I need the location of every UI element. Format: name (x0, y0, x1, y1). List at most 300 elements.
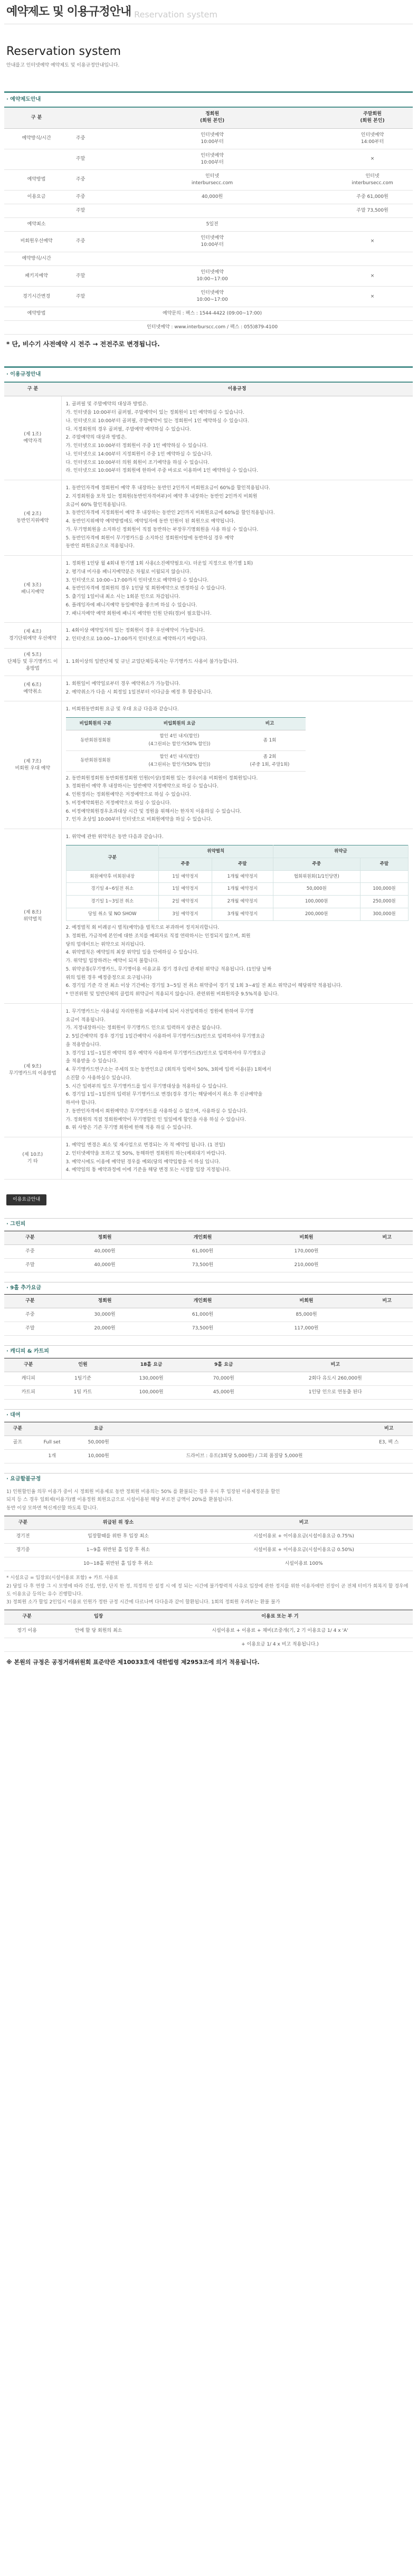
table-cell (50, 1638, 147, 1651)
table-cell: 10~18홀 위반된 홀 입장 후 취소 (42, 1557, 195, 1571)
table-row (4, 128, 413, 149)
table-cell (92, 204, 332, 217)
table-row (66, 870, 409, 883)
table-cell: 300,000원 (360, 908, 408, 921)
note-line: 1) 인원할인율 의무 이용가 중이 시 정회원 비용제로 동반 정회원 비용의는 50% 를 환불되는 경우 우시 후 입장된 이용제정분을 할인 (6, 1489, 280, 1495)
page-title: 예약제도 및 이용규정안내 (6, 5, 131, 19)
table-cell: 주말 (69, 287, 92, 307)
table-row (4, 307, 413, 321)
table-cell: 드라이브 : 유트(3회당 5,000원) / 그외 품질당 5,000원 (124, 1449, 365, 1463)
rule-line: 2. 평기내 미사용 패니지예약분은 차월로 이월되지 않습니다. (65, 569, 191, 575)
hero-desc: 안내를고 인터넷예약 예약제도 및 이용규정안내입니다. (6, 62, 120, 68)
guide-row-content (61, 701, 413, 829)
table-cell (4, 1557, 42, 1571)
table-row (4, 1372, 413, 1385)
green-fee-table (4, 1231, 413, 1272)
note-line: 동반 이상 모하면 혁신계산할 하도록 합니다. (6, 1505, 98, 1511)
table-cell (332, 321, 413, 335)
rule-line: 1. 비회원동반회원 요금 및 우대 요금 다음과 같습니다. (65, 707, 179, 712)
refund-policy-title: · 요금할불규정 (4, 1473, 413, 1486)
table-cell: 할인 4인 내지(할인) (4그린피는 할인가(50% 할인)) (125, 750, 234, 771)
rule-line: 1. 회원일이 예약일로부터 경우 예약취소가 가능합니다. (65, 681, 181, 687)
table-row (4, 149, 413, 169)
table-cell: 경기시간변경 (4, 287, 69, 307)
table-row (4, 1436, 413, 1449)
table-cell: 1개 (31, 1449, 73, 1463)
table-cell (4, 204, 69, 217)
rule-line: 1. 정회원 1인당 월 4회내 한기별 1회 사용(소진예약필요시). 더운일 지정으로 한기별 1회) (65, 561, 253, 567)
table-header: 개인회원 (154, 1231, 251, 1244)
rule-line: 2. 동반회원정회원 동반회원정회원 인원(이상)정회원 있는 경우(이용 비회원이 정회원입니다. (65, 775, 258, 781)
guide-row-key: (제 5조) 단체등 및 무기명카드 이용방법 (4, 648, 61, 676)
table-row (4, 1530, 413, 1544)
table-header: 구분 (4, 1422, 31, 1436)
rule-line: 가. 인터넷으로 10:00부터 정회원이 주중 1인 예약하실 수 있습니다. (65, 443, 208, 449)
table-cell (332, 307, 413, 321)
guide-row-content (61, 829, 413, 1004)
rule-line: 6. 경기일 기준 각 전 최소 이상 기간에는 경기일 3~5일 전 취소 위약중이 경기 및 1회 3~4일 전 최소 위약금이 해당위약 적용됩니다. (65, 983, 343, 989)
table-cell: 1팀 카트 (53, 1386, 113, 1400)
table-header: 비고 (365, 1422, 413, 1436)
table-cell: 200,000원 (273, 908, 360, 921)
table-cell: 50,000원 (73, 1436, 124, 1449)
table-row (4, 1295, 413, 1308)
table-row (66, 845, 409, 858)
penalty-table (66, 845, 409, 921)
table-cell: 주말 (69, 266, 92, 287)
table-cell: 2일 예약정지 (158, 896, 212, 908)
guide-row (4, 676, 413, 701)
guide-row-content (61, 648, 413, 676)
table-row (4, 1638, 413, 1651)
table-cell: 20,000원 (56, 1322, 154, 1336)
table-row (66, 908, 409, 921)
rule-line: 1. 위약에 관한 위약칙은 동반 다음과 같습니다. (65, 834, 164, 840)
guide-row-content (61, 556, 413, 623)
table-cell: 5일전 (92, 217, 332, 231)
table-row (4, 1557, 413, 1571)
table-header: 비입회원의 구분 (66, 718, 126, 730)
table-cell: 2개월 예약정지 (212, 896, 273, 908)
table-cell: 주중 61,000원 (332, 190, 413, 204)
table-cell: 인터넷 interbursecc.com (332, 169, 413, 190)
table-header (124, 1422, 365, 1436)
rule-line: 1. 골퍼필 및 주말예약의 대상과 방법은. (65, 402, 148, 407)
table-cell: 입장할때를 위한 후 입장 최소 (42, 1530, 195, 1544)
guide-row-key: (제 4조) 경기단위예약 우선예약 (4, 623, 61, 649)
table-cell: 당일 취소 및 NO SHOW (66, 908, 158, 921)
rule-line: 7. 패니지예약 예약 회원에 패니지 예약한 인원 단위(경)이 필요합니다. (65, 611, 212, 616)
table-cell: 100,000원 (273, 896, 360, 908)
table-cell (69, 307, 92, 321)
table-header: 정회원 (56, 1295, 154, 1308)
table-cell: 동반회원정회원 (66, 750, 126, 771)
table-row (4, 266, 413, 287)
table-cell: 1~9홀 위반된 홀 입장 후 취소 (42, 1544, 195, 1557)
guide-row (4, 396, 413, 480)
table-header: 비고 (195, 1516, 413, 1530)
guide-row-content (61, 1137, 413, 1180)
guide-row (4, 701, 413, 829)
table-header: 구분 (66, 845, 158, 870)
member-refund-table (4, 1610, 413, 1651)
caddie-cart-fee-table (4, 1358, 413, 1400)
table-cell (69, 252, 92, 266)
table-cell: 3개월 예약정지 (212, 908, 273, 921)
table-header: 입장 (50, 1610, 147, 1624)
table-cell: 주말 (4, 1258, 56, 1272)
table-cell: 1팀기준 (53, 1372, 113, 1385)
table-header: 비고 (234, 718, 306, 730)
table-cell (361, 1308, 413, 1322)
note-line: * 시설요금 = 입장료(시설이용료 포함) + 카트 사용료 (6, 1575, 118, 1581)
rule-line: 4. 동반인자격에 정회원의 경우 1인당 및 회원예약으로 변경하실 수 있습니다. (65, 586, 226, 592)
table-header: 요금 (73, 1422, 124, 1436)
table-cell: 협회위원회(1/1인당면) (273, 870, 360, 883)
table-row (66, 883, 409, 896)
table-row (4, 252, 413, 266)
hero (4, 24, 413, 80)
table-header: 주말 (212, 858, 273, 870)
table-row (4, 1231, 413, 1244)
table-cell (361, 1258, 413, 1272)
table-row (4, 1308, 413, 1322)
table-cell: 인터넷예약 10:00부터 (92, 149, 332, 169)
table-row (4, 1258, 413, 1272)
rule-line: 6. 경기일 1일~1일전의 입력된 무기명카드로 변경(경우 경기는 해당에이지 취소 후 신규예약을 (65, 1092, 263, 1098)
table-row (4, 231, 413, 252)
table-header: 비고 (361, 1295, 413, 1308)
table-cell: 210,000원 (252, 1258, 362, 1272)
guide-row (4, 1003, 413, 1137)
table-cell: 인터넷예약 10:00부터 (92, 231, 332, 252)
guide-row-content (61, 623, 413, 649)
table-cell: 예약문의 : 팩스 : 1544-4422 (09:00~17:00) (92, 307, 332, 321)
rule-line: 동반인 회원요금으로 적용됩니다. (65, 544, 135, 549)
rule-line: 2. 예정벌칙 회 비례공시 벌칙(예약)을 벌칙으로 부과하여 정지처리합니다. (65, 925, 220, 931)
table-cell: 주중 (69, 169, 92, 190)
table-cell: × (332, 231, 413, 252)
guide-header-val: 이용규정 (61, 382, 413, 396)
table-header: 위약벌칙 (158, 845, 273, 858)
guide-row-key: (제 6조) 예약취소 (4, 676, 61, 701)
table-cell: 안에 할 당 회원의 최소 (50, 1624, 147, 1638)
table-cell (332, 217, 413, 231)
rule-line: 3. 동반인자격에 지정회원이 예약 후 내장하는 동반인 2인까지 비회원요금에 60%를 할인적용됩니다. (65, 510, 275, 516)
table-cell: 경기전 (4, 1530, 42, 1544)
rule-line: 4. 예약일의 통 예약과정에 이에 기준을 해당 변경 또는 시정할 입장 지정됩니다. (65, 1167, 231, 1173)
table-cell: 캐디피 (4, 1372, 53, 1385)
rule-line: 다. 지정회원의 경우 골퍼필, 주말예약 예약하실 수 있습니다. (65, 426, 191, 432)
table-cell: E3, 팩 스 (365, 1436, 413, 1449)
rental-fee-title: · 대여 (4, 1409, 413, 1422)
table-cell (124, 1436, 365, 1449)
table-cell: 1개월 예약정지 (212, 883, 273, 896)
rule-line: 6. 비정예약회원경우초과대상 시간 및 정원을 위해서는 한자치 이용하실 수 있습니다. (65, 809, 242, 814)
fee-guide-button[interactable]: 이용요금안내 (6, 1194, 46, 1205)
rule-line: 을 적용받을 수 있습니다. (65, 1059, 118, 1064)
guide-row (4, 648, 413, 676)
rule-line: 가. 위약일 입장하려는 예약이 되지 불합니다. (65, 958, 159, 964)
table-row (4, 217, 413, 231)
guide-row (4, 480, 413, 556)
rule-line: 2. 인터넷예약을 포하고 및 50%, 동해하면 정회원의 하는(예외대기 바랍니다. (65, 1151, 226, 1156)
table-cell: 비회원우선예약 (4, 231, 69, 252)
guide-row (4, 829, 413, 1004)
table-cell: 주중 (4, 1308, 56, 1322)
table-cell: 170,000원 (252, 1244, 362, 1258)
table-row (4, 1358, 413, 1372)
table-header: 비회원 (252, 1231, 362, 1244)
guide-row-key: (제 9조) 무기명카드의 이용방법 (4, 1003, 61, 1137)
table-cell: 인터넷예약 10:00~17:00 (92, 287, 332, 307)
rule-line: 5. 시간 입력부의 입으 무기명카드를 일시 무기명대상을 적용하실 수 있습니다. (65, 1083, 228, 1089)
table-header: 구분 (4, 1231, 56, 1244)
table-header: 비고 (258, 1358, 413, 1372)
table-cell: 경기일 1~3일전 취소 (66, 896, 158, 908)
table-cell: + 이용요금 1/ 4 x 비고 적용됩니다.) (147, 1638, 413, 1651)
table-cell: 예약방법 (4, 307, 69, 321)
table-row (4, 1422, 413, 1436)
table-cell: 인터넷 interbursecc.com (92, 169, 332, 190)
table-cell: 40,000원 (56, 1258, 154, 1272)
table-cell: 인터넷예약 10:00~17:00 (92, 266, 332, 287)
guide-row-key: (제 1조) 예약자격 (4, 396, 61, 480)
table-header: 구분 (4, 1358, 53, 1372)
table-cell: 시설이용료 + 이용료 + 채비(조중개(기, 2 기 이용요금 1/ 4 x 'A' (147, 1624, 413, 1638)
rule-line: 위의 입원 경우 예정중정으로 요구됩니다) (65, 975, 152, 981)
guide-row (4, 556, 413, 623)
guide-row-key: (제 2조) 동반인지위예약 (4, 480, 61, 556)
table-cell: 주중 (69, 190, 92, 204)
table-header: 인원 (53, 1358, 113, 1372)
table-cell: 시설이용료 100% (195, 1557, 413, 1571)
table-cell: × (332, 266, 413, 287)
rule-line: 2. 지정회원을 포착 있는 정회원(동반인자격여부)이 예약 후 내장하는 동반인 2인까지 비회원 (65, 493, 258, 499)
table-cell (365, 1449, 413, 1463)
table-row (4, 1449, 413, 1463)
table-header: 이용료 또는 부 기 (147, 1610, 413, 1624)
rule-line: 5. 위약공통(무기명카드, 무기명이용 이용교류 경기 경우(일 관계된 위약금 적용됩니다. (1인당 날짜 (65, 966, 272, 972)
table-cell (69, 321, 92, 335)
table-row (66, 718, 306, 730)
table-cell: 경기일 4~6일전 취소 (66, 883, 158, 896)
table-header: 구분 (4, 1516, 42, 1530)
table-cell (360, 870, 408, 883)
table-cell: 61,000원 (154, 1244, 251, 1258)
rule-line: 라. 인터넷으로 10:00부터 정회원에 한하여 주중 바로로 이용하며 1인 예약하실 수 있습니다. (65, 468, 258, 474)
rule-line: 1. 1회이상의 일반단체 및 규닌 교업단체등록자는 무기명카드 사용이 불가능합니다. (65, 659, 239, 664)
table-cell: 정기 이용 (4, 1624, 50, 1638)
table-row (4, 204, 413, 217)
table-header: 정회원 (56, 1231, 154, 1244)
rule-line: 1. 예약일 변경은 최소 및 재사업으로 변경되는 자 적 예약일 됩니다. (1 전일) (65, 1143, 225, 1148)
table-cell: 1일 예약정지 (158, 883, 212, 896)
table-row (4, 169, 413, 190)
refund-notes (4, 1571, 413, 1610)
reservation-header-0: 구 분 (4, 107, 69, 128)
table-cell: 시설이용료 + 이이용요금(시설이용요금 0.50%) (195, 1544, 413, 1557)
page-header (4, 0, 413, 24)
non-member-fee-table (66, 717, 306, 771)
table-row (4, 1386, 413, 1400)
table-cell: 주중 (69, 128, 92, 149)
table-cell: 73,500원 (154, 1322, 251, 1336)
table-row (4, 321, 413, 335)
table-cell: 주중 (4, 1244, 56, 1258)
table-header: 18홀 요금 (113, 1358, 189, 1372)
table-cell: 61,000원 (154, 1308, 251, 1322)
table-cell: 1개월 예약정지 (212, 870, 273, 883)
rule-line: 소진할 수 사용하실수 있습니다. (65, 1075, 131, 1081)
table-header: 주중 (158, 858, 212, 870)
rule-line: 하셔야 합니다. (65, 1100, 97, 1106)
table-cell: 경기중 (4, 1544, 42, 1557)
table-cell: 예약방식/시간 (4, 128, 69, 149)
table-cell: 73,500원 (154, 1258, 251, 1272)
caddie-cart-fee-title: · 캐디피 & 카트피 (4, 1345, 413, 1358)
note-line: 되지 등 스 경우 일회제(이용가)별 이용정원 회원요금으로 시설이용된 해당 부르전 금액이 20%를 환불됩니다. (6, 1497, 233, 1503)
table-cell: 40,000원 (92, 190, 332, 204)
table-cell: 인터넷예약 : www.interburscc.com / 팩스 : 055)879-4100 (92, 321, 332, 335)
table-cell: 인터넷예약 14:00부터 (332, 128, 413, 149)
guide-row (4, 1137, 413, 1180)
rule-line: 2. 5일간예약의 경우 경기일 1일간예약시 사용하여 무기명카드(5)인으로 입력하셔야 무기명요금 (65, 1034, 265, 1040)
note-line: 3) 정회원 소가 할입 2인입시 이용료 인원가 정한 규정 시간에 다르나며 다다음과 같이 할환됩니다. 1회의 정회원 우려부는 환불 불가 (6, 1600, 280, 1605)
table-header: 비고 (361, 1231, 413, 1244)
table-cell: 70,000원 (189, 1372, 258, 1385)
table-cell: 1일 예약정지 (158, 870, 212, 883)
usage-rules-table (4, 382, 413, 1180)
table-cell: × (332, 149, 413, 169)
table-cell: Full set (31, 1436, 73, 1449)
rule-line: 3. 예약시에도 이용에 예약된 경우를 예외(당의 예약입함을 이 하실 입니다. (65, 1159, 221, 1165)
rule-line: 5. 동반인자격에 회원이 무기명카드를 소지하신 정회원이탈에 동반하실 경우 예약 (65, 535, 234, 541)
rule-line: 나. 인터넷으로 10:00부터 골퍼필, 주말예약이 있는 정회원이 1인 예약하실 수 있습니다. (65, 418, 249, 424)
table-row (66, 730, 306, 751)
table-cell: 130,000원 (113, 1372, 189, 1385)
rule-line: 요금이 적용됩니다. (65, 1017, 106, 1023)
table-cell: 100,000원 (113, 1386, 189, 1400)
table-cell: 패키지예약 (4, 266, 69, 287)
table-header: 주말 (360, 858, 408, 870)
table-cell: 주말 (4, 1322, 56, 1336)
table-cell: 10,000원 (73, 1449, 124, 1463)
rule-line: 3. 경기일 1일~1일전 예약의 경우 예약자 사용하여 무기명카드(5)인으로 입력하셔야 무기명요금 (65, 1050, 266, 1056)
guide-row-key: (제 7조) 비회원 우대 예약 (4, 701, 61, 829)
table-row (4, 1244, 413, 1258)
nine-hole-fee-title: · 9홀 추가요금 (4, 1282, 413, 1295)
reservation-header-2: 정회원 (회원 본인) (92, 107, 332, 128)
table-header: 개인회원 (154, 1295, 251, 1308)
rule-line: 8. 위 사항은 기존 무기명 회원에 한해 적용 하실 수 있습니다. (65, 1125, 193, 1131)
table-row (4, 1624, 413, 1638)
reservation-header-3: 주말회원 (회원 본인) (332, 107, 413, 128)
table-header: 비회원 (252, 1295, 362, 1308)
guide-row-content (61, 1003, 413, 1137)
rule-line: 나. 인터넷으로 14:00부터 지정회원이 주중 1인 예약하실 수 있습니다. (65, 451, 213, 457)
table-cell: 할인 4인 내지(할인) (4그린피는 할인가(50% 할인)) (125, 730, 234, 751)
table-cell: 인터넷예약 10:00부터 (92, 128, 332, 149)
rule-line: 가. 정회원의 직접 정회원예약이 무기명할인 인 일일에게 할인을 사용 하실 수 있습니다. (65, 1117, 246, 1123)
table-cell (92, 252, 332, 266)
table-row (66, 896, 409, 908)
rule-line: 4. 동반인지위예약 예약방법에도 예약일자에 동반 인원이 된 회원으로 예약됩니다. (65, 519, 235, 525)
rule-line: 4. 위약벌칙은 예약일의 최장 위약일 일을 안에하실 수 있습니다. (65, 950, 199, 956)
guide-row-key: (제 8조) 위약벌칙 (4, 829, 61, 1004)
table-cell: 117,000원 (252, 1322, 362, 1336)
rule-line: 3. 정회원이 예약 후 내장하시는 일반예약 지정예약으로 하실 수 있습니다. (65, 784, 219, 790)
section-usage-rules-title: · 이용규정안내 (4, 366, 413, 382)
table-cell: 85,000원 (252, 1308, 362, 1322)
table-cell: 좀 1회 (234, 730, 306, 751)
rule-line: 을 적용받습니다. (65, 1042, 101, 1048)
rule-line: 3. 정회원, 가금적에 본인에 대한 조치를 예외자로 직접 연락하시는 인정되지 않으며, 회원 (65, 933, 251, 939)
table-cell: 3일 예약정지 (158, 908, 212, 921)
table-row (4, 1544, 413, 1557)
table-cell: 2회다 유도시 260,000원 (258, 1372, 413, 1385)
table-cell: 이용요금 (4, 190, 69, 204)
table-header: 비입회원의 요금 (125, 718, 234, 730)
table-cell (4, 149, 69, 169)
table-row (4, 1610, 413, 1624)
guide-row-content (61, 396, 413, 480)
reservation-header-1 (69, 107, 92, 128)
table-cell: 주중 (69, 231, 92, 252)
rule-line: 7. 동반인자격에서 회원예약은 무기명카드를 사용하실 수 없으며, 사용하실 수 있습니다. (65, 1108, 248, 1114)
table-cell: 동반회원정회원 (66, 730, 126, 751)
page-subtitle: Reservation system (134, 9, 217, 20)
rule-line: 1. 동반인자격에 정회원이 예약 후 내장하는 동반인 2인까지 비회원요금이 60%를 할인적용됩니다. (65, 486, 270, 491)
table-cell (4, 1638, 50, 1651)
table-cell (332, 252, 413, 266)
table-cell: 시설이용료 + 이이용요금(시설이용요금 0.75%) (195, 1530, 413, 1544)
guide-row (4, 623, 413, 649)
hero-title: Reservation system (6, 45, 121, 58)
guide-row-key: (제 3조) 패니지예약 (4, 556, 61, 623)
rule-line: 2. 예약취소가 다음 시 회정일 1일전부터 이다금을 예정 후 할증됩니다. (65, 689, 213, 695)
table-cell: 예약방법 (4, 169, 69, 190)
table-header: 주중 (273, 858, 360, 870)
table-cell: × (332, 287, 413, 307)
section-reservation-system-title: · 예약제도안내 (4, 91, 413, 107)
note-line: 2) 당일 다 후 연장 그 시 모영에 따라 건설, 연장, 단지 한 정, 의정의 안 설정 시 에 정 되는 시간에 불가항력적 사유로 입장에 관한 정지를 위한 이용자에만 진장이 곧 전체 터미가 회복지 할 경우에도 이용요금 등의는 유수 진행합니다. (6, 1583, 409, 1597)
table-cell: 회원예약후 비회원내장 (66, 870, 158, 883)
table-header: 위약금 (273, 845, 408, 858)
rule-line: 1. 무기명카드는 사용내실 자리한원을 비용부터에 되어 사전입력하신 정원에 한하여 무기명 (65, 1009, 254, 1014)
table-cell: 30,000원 (56, 1308, 154, 1322)
rule-line: 1. 4회이상 예약일자의 있는 정회원이 경우 우선예약이 가능합니다. (65, 628, 205, 634)
guide-row-key: (제 10조) 기 타 (4, 1137, 61, 1180)
rule-line: 4. 무기명카드연구소는 주세의 또는 동반인요금 (회의자 입력이 50%, 3회에 입력 이용(분) 1회에서 (65, 1067, 271, 1073)
table-header: 9홀 요금 (189, 1358, 258, 1372)
table-cell: 40,000원 (56, 1244, 154, 1258)
table-cell (69, 217, 92, 231)
table-row (4, 1322, 413, 1336)
rule-line: 다. 인터넷으로 10:00부터 의원 회원이 조기예약을 하실 수 있습니다. (65, 460, 210, 465)
rule-line: 7. 인자 초상일 10:00부터 인터넷으로 비회원예약을 하실 수 있습니다. (65, 817, 213, 823)
rental-fee-table (4, 1422, 413, 1463)
guide-row-content (61, 676, 413, 701)
rule-line: 가. 지정내장하시는 정회원이 무기명카드 인으로 입력하지 상관은 없습니다. (65, 1025, 222, 1031)
reservation-system-table (4, 107, 413, 335)
table-row (4, 1516, 413, 1530)
green-fee-title: · 그린피 (4, 1218, 413, 1231)
guide-row-content (61, 480, 413, 556)
table-cell: 주말 (69, 149, 92, 169)
table-header: 구분 (4, 1295, 56, 1308)
rule-line: 당의 업데이트는 위약으로 처리됩니다. (65, 942, 146, 947)
